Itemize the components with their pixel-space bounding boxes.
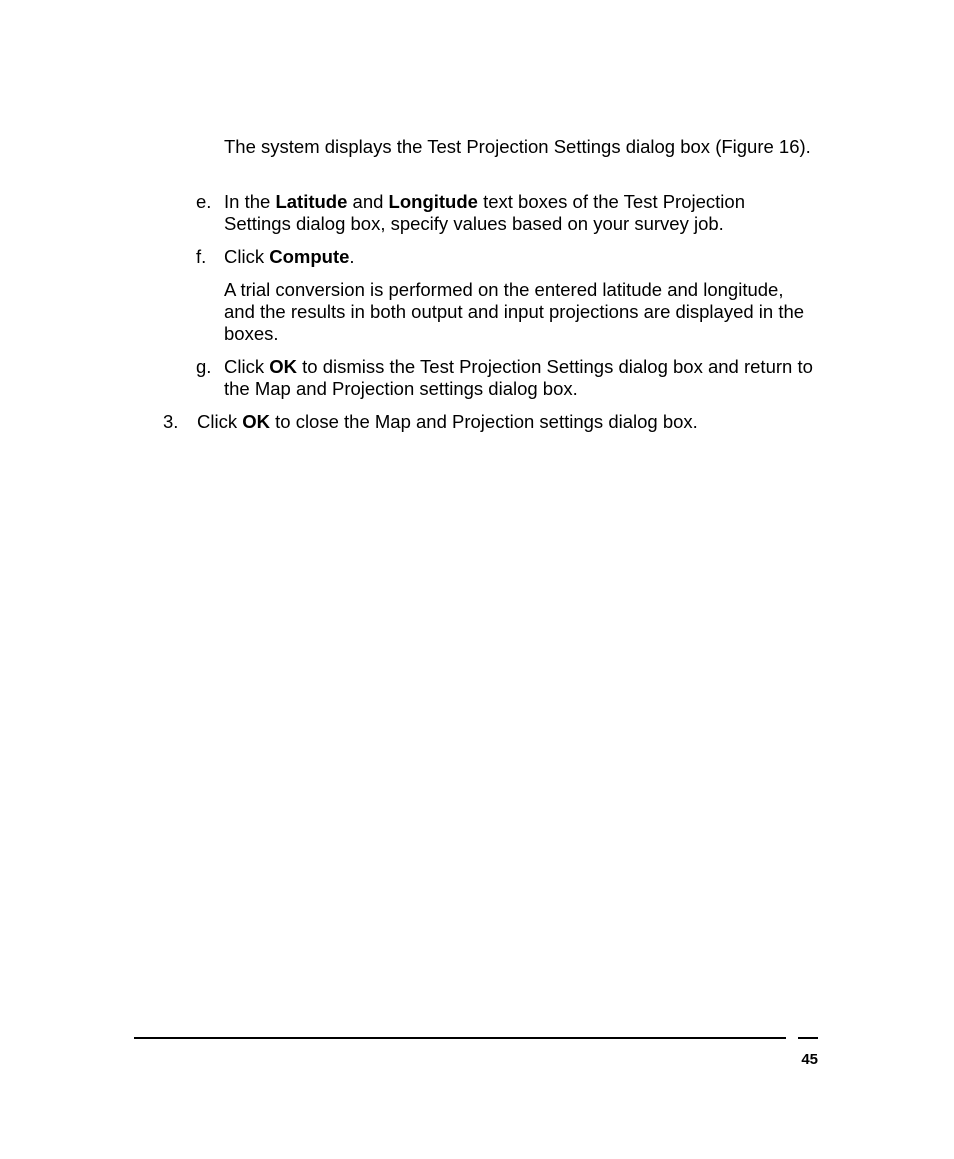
latitude-term: Latitude	[275, 191, 348, 212]
step-f-text-2: .	[349, 246, 355, 267]
step-g-paragraph	[224, 356, 824, 400]
step-f-paragraph	[224, 246, 814, 268]
step-f-marker: f.	[196, 246, 207, 267]
step-3-text-1: Click	[197, 411, 243, 432]
footer-rule-short	[798, 1037, 818, 1039]
step-f-text-1: Click	[224, 246, 270, 267]
ok-term: OK	[269, 356, 297, 377]
compute-term: Compute	[269, 246, 350, 267]
page-number: 45	[801, 1051, 818, 1068]
step-e-text-2: and	[347, 191, 389, 212]
step-e-text-3: text boxes of the Test Projection Settings dialog box, specify values based on your survey job.	[224, 191, 745, 234]
step-g-marker: g.	[196, 356, 212, 377]
display-note-paragraph	[224, 136, 814, 158]
trial-note-text: A trial conversion is performed on the entered latitude and longitude, and the results in both output and input projections are displayed in the boxes.	[224, 279, 805, 344]
step-3-text-2: to close the Map and Projection settings dialog box.	[269, 411, 698, 432]
step-g-text-1: Click	[224, 356, 270, 377]
ok-term-step-3: OK	[242, 411, 270, 432]
step-e-paragraph	[224, 191, 814, 235]
step-3-paragraph	[197, 411, 817, 433]
step-e-marker: e.	[196, 191, 212, 212]
step-e-text-1: In the	[224, 191, 276, 212]
display-note-text: The system displays the Test Projection Settings dialog box (Figure 16).	[224, 136, 811, 157]
footer-rule	[134, 1037, 786, 1039]
trial-note-paragraph	[224, 279, 814, 345]
longitude-term: Longitude	[388, 191, 478, 212]
step-g-text-2: to dismiss the Test Projection Settings dialog box and return to the Map and Projection settings dialog box.	[224, 356, 813, 399]
step-3-marker: 3.	[163, 411, 179, 432]
